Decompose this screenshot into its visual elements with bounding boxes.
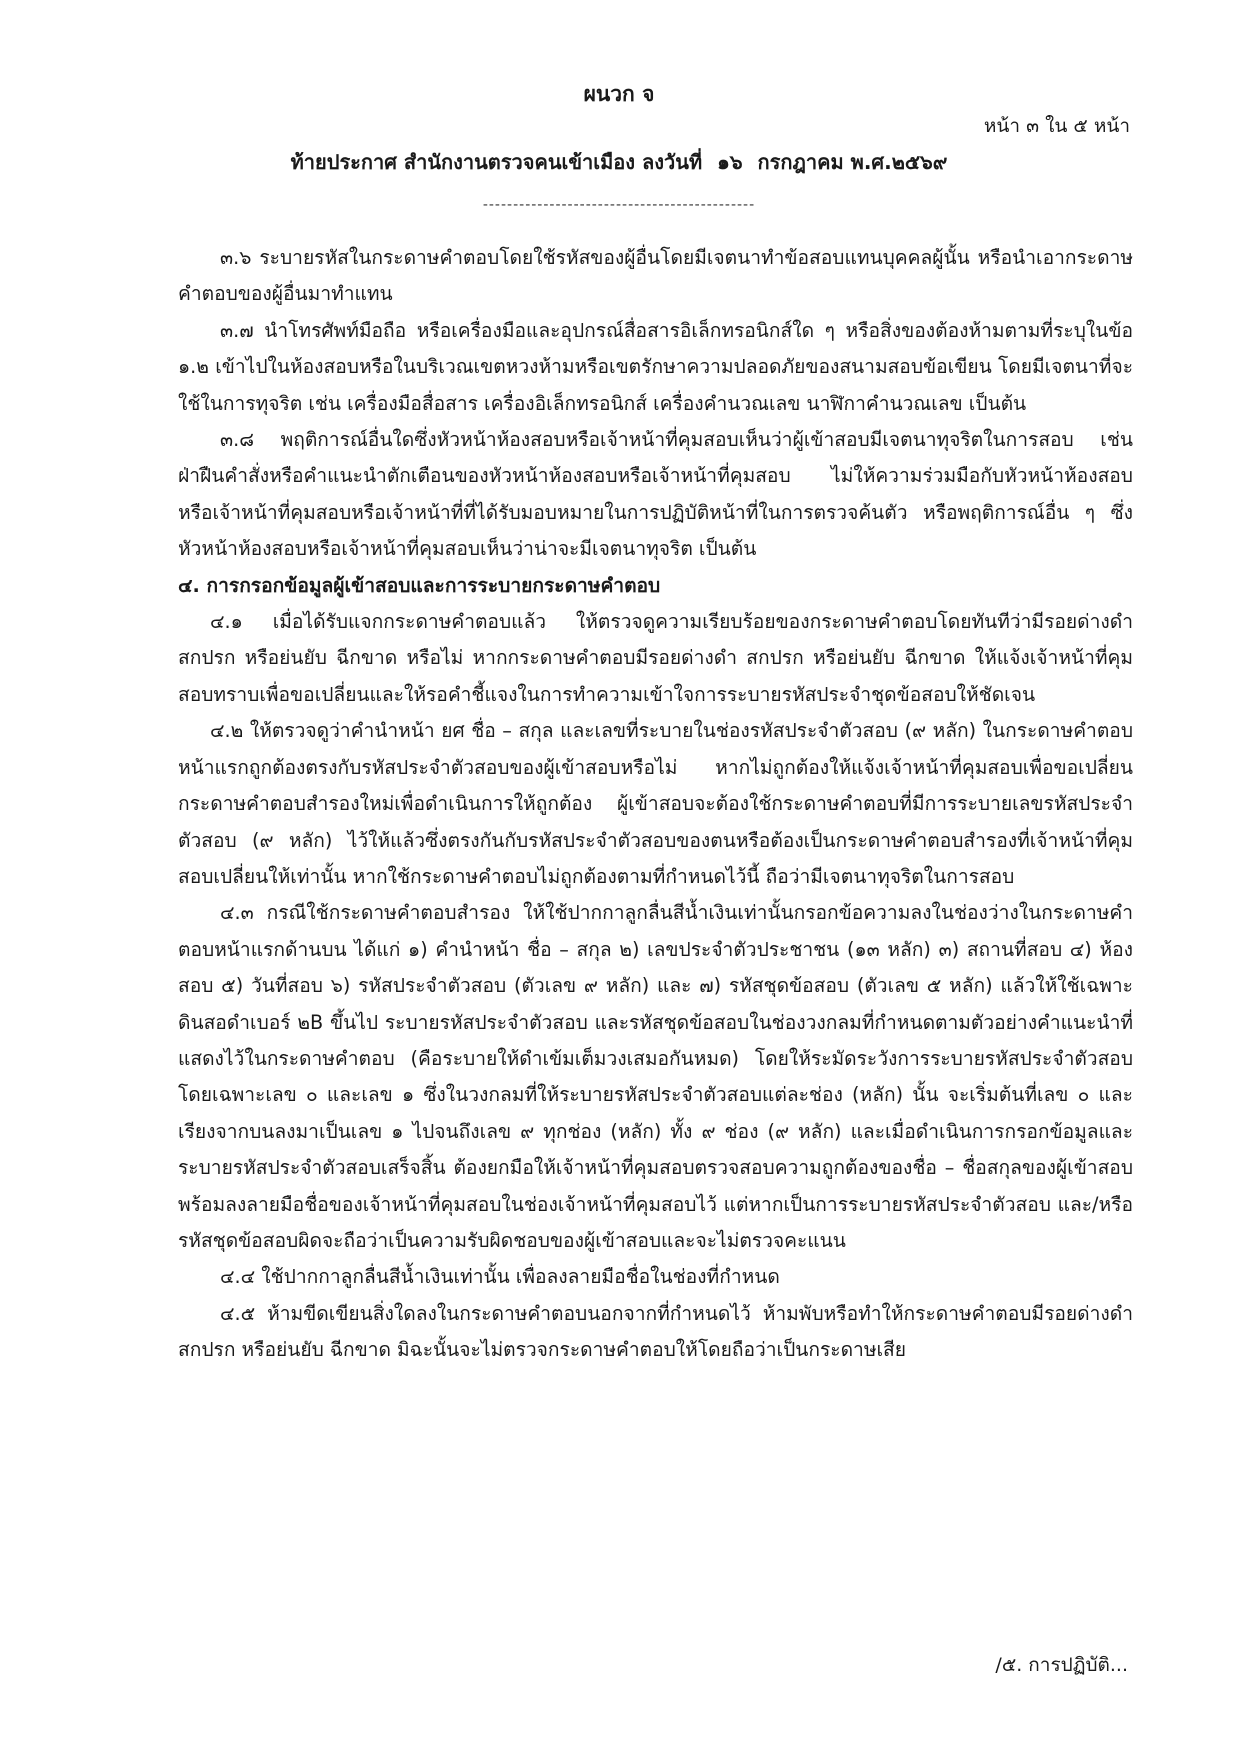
section-4-heading: ๔. การกรอกข้อมูลผู้เข้าสอบและการระบายกระดาษคำตอบ <box>178 573 661 597</box>
announcement-prefix: ท้ายประกาศ สำนักงานตรวจคนเข้าเมือง ลงวันที่ <box>290 150 703 174</box>
paragraph-3-8: ๓.๘ พฤติการณ์อื่นใดซึ่งหัวหน้าห้องสอบหรือเจ้าหน้าที่คุมสอบเห็นว่าผู้เข้าสอบมีเจตนาทุจริตในการสอบ เช่น ฝ่าฝืนคำสั่งหรือคำแนะนำตักเตือนของหัวหน้าห้องสอบหรือเจ้าหน้าที่คุมสอบ ไม่ให้ความร่วมมือกับหัวหน้าห้องสอบหรือเจ้าหน้าที่คุมสอบหรือเจ้าหน้าที่ที่ได้รับมอบหมายในการปฏิบัติหน้าที่ในการตรวจค้นตัว หรือพฤติการณ์อื่น ๆ ซึ่งหัวหน้าห้องสอบหรือเจ้าหน้าที่คุมสอบเห็นว่าน่าจะมีเจตนาทุจริต เป็นต้น <box>178 428 1133 561</box>
announcement-line <box>0 146 1238 178</box>
separator-line: --------------------------------------------- <box>482 197 756 213</box>
announcement-day: ๑๖ <box>717 150 743 174</box>
paragraph-4-2: ๔.๒ ให้ตรวจดูว่าคำนำหน้า ยศ ชื่อ – สกุล และเลขที่ระบายในช่องรหัสประจำตัวสอบ (๙ หลัก) ในกระดาษคำตอบหน้าแรกถูกต้องตรงกับรหัสประจำตัวสอบของผู้เข้าสอบหรือไม่ หากไม่ถูกต้องให้แจ้งเจ้าหน้าที่คุมสอบเพื่อขอเปลี่ยนกระดาษคำตอบสำรองใหม่เพื่อดำเนินการให้ถูกต้อง ผู้เข้าสอบจะต้องใช้กระดาษคำตอบที่มีการระบายเลขรหัสประจำตัวสอบ (๙ หลัก) ไว้ให้แล้วซึ่งตรงกันกับรหัสประจำตัวสอบของตนหรือต้องเป็นกระดาษคำตอบสำรองที่เจ้าหน้าที่คุมสอบเปลี่ยนให้เท่านั้น หากใช้กระดาษคำตอบไม่ถูกต้องตามที่กำหนดไว้นี้ ถือว่ามีเจตนาทุจริตในการสอบ <box>178 719 1133 888</box>
document-body <box>178 240 1133 1369</box>
announcement-suffix: กรกฎาคม พ.ศ.๒๕๖๙ <box>757 150 948 174</box>
paragraph-4-3: ๔.๓ กรณีใช้กระดาษคำตอบสำรอง ให้ใช้ปากกาลูกลื่นสีน้ำเงินเท่านั้นกรอกข้อความลงในช่องว่างในกระดาษคำตอบหน้าแรกด้านบน ได้แก่ ๑) คำนำหน้า ชื่อ – สกุล ๒) เลขประจำตัวประชาชน (๑๓ หลัก) ๓) สถานที่สอบ ๔) ห้องสอบ ๕) วันที่สอบ ๖) รหัสประจำตัวสอบ (ตัวเลข ๙ หลัก) และ ๗) รหัสชุดข้อสอบ (ตัวเลข ๕ หลัก) แล้วให้ใช้เฉพาะดินสอดำเบอร์ ๒B ขึ้นไป ระบายรหัสประจำตัวสอบ และรหัสชุดข้อสอบในช่องวงกลมที่กำหนดตามตัวอย่างคำแนะนำที่แสดงไว้ในกระดาษคำตอบ (คือระบายให้ดำเข้มเต็มวงเสมอกันหมด) โดยให้ระมัดระวังการระบายรหัสประจำตัวสอบ โดยเฉพาะเลข ๐ และเลข ๑ ซึ่งในวงกลมที่ให้ระบายรหัสประจำตัวสอบแต่ละช่อง (หลัก) นั้น จะเริ่มต้นที่เลข ๐ และเรียงจากบนลงมาเป็นเลข ๑ ไปจนถึงเลข ๙ ทุกช่อง (หลัก) ทั้ง ๙ ช่อง (๙ หลัก) และเมื่อดำเนินการกรอกข้อมูลและระบายรหัสประจำตัวสอบเสร็จสิ้น ต้องยกมือให้เจ้าหน้าที่คุมสอบตรวจสอบความถูกต้องของชื่อ – ชื่อสกุลของผู้เข้าสอบพร้อมลงลายมือชื่อของเจ้าหน้าที่คุมสอบในช่องเจ้าหน้าที่คุมสอบไว้ แต่หากเป็นการระบายรหัสประจำตัวสอบ และ/หรือรหัสชุดข้อสอบผิดจะถือว่าเป็นความรับผิดชอบของผู้เข้าสอบและจะไม่ตรวจคะแนน <box>178 901 1133 1252</box>
page-number: หน้า ๓ ใน ๕ หน้า <box>983 115 1130 137</box>
paragraph-4-4: ๔.๔ ใช้ปากกาลูกลื่นสีน้ำเงินเท่านั้น เพื่อลงลายมือชื่อในช่องที่กำหนด <box>220 1265 780 1289</box>
paragraph-3-6: ๓.๖ ระบายรหัสในกระดาษคำตอบโดยใช้รหัสของผู้อื่นโดยมีเจตนาทำข้อสอบแทนบุคคลผู้นั้น หรือนำเอากระดาษคำตอบของผู้อื่นมาทำแทน <box>178 246 1133 306</box>
paragraph-3-7: ๓.๗ นำโทรศัพท์มือถือ หรือเครื่องมือและอุปกรณ์สื่อสารอิเล็กทรอนิกส์ใด ๆ หรือสิ่งของต้องห้ามตามที่ระบุในข้อ ๑.๒ เข้าไปในห้องสอบหรือในบริเวณเขตหวงห้ามหรือเขตรักษาความปลอดภัยของสนามสอบข้อเขียน โดยมีเจตนาที่จะใช้ในการทุจริต เช่น เครื่องมือสื่อสาร เครื่องอิเล็กทรอนิกส์ เครื่องคำนวณเลข นาฬิกาคำนวณเลข เป็นต้น <box>178 318 1133 415</box>
annex-title: ผนวก จ <box>583 82 655 106</box>
paragraph-4-5: ๔.๕ ห้ามขีดเขียนสิ่งใดลงในกระดาษคำตอบนอกจากที่กำหนดไว้ ห้ามพับหรือทำให้กระดาษคำตอบมีรอยด่างดำ สกปรก หรือย่นยับ ฉีกขาด มิฉะนั้นจะไม่ตรวจกระดาษคำตอบให้โดยถือว่าเป็นกระดาษเสีย <box>178 1301 1133 1362</box>
continuation-note: /๕. การปฏิบัติ... <box>995 1654 1128 1676</box>
paragraph-4-1: ๔.๑ เมื่อได้รับแจกกระดาษคำตอบแล้ว ให้ตรวจดูความเรียบร้อยของกระดาษคำตอบโดยทันทีว่ามีรอยด่างดำ สกปรก หรือย่นยับ ฉีกขาด หรือไม่ หากกระดาษคำตอบมีรอยด่างดำ สกปรก หรือย่นยับ ฉีกขาด ให้แจ้งเจ้าหน้าที่คุมสอบทราบเพื่อขอเปลี่ยนและให้รอคำชี้แจงในการทำความเข้าใจการระบายรหัสประจำชุดข้อสอบให้ชัดเจน <box>178 610 1133 706</box>
